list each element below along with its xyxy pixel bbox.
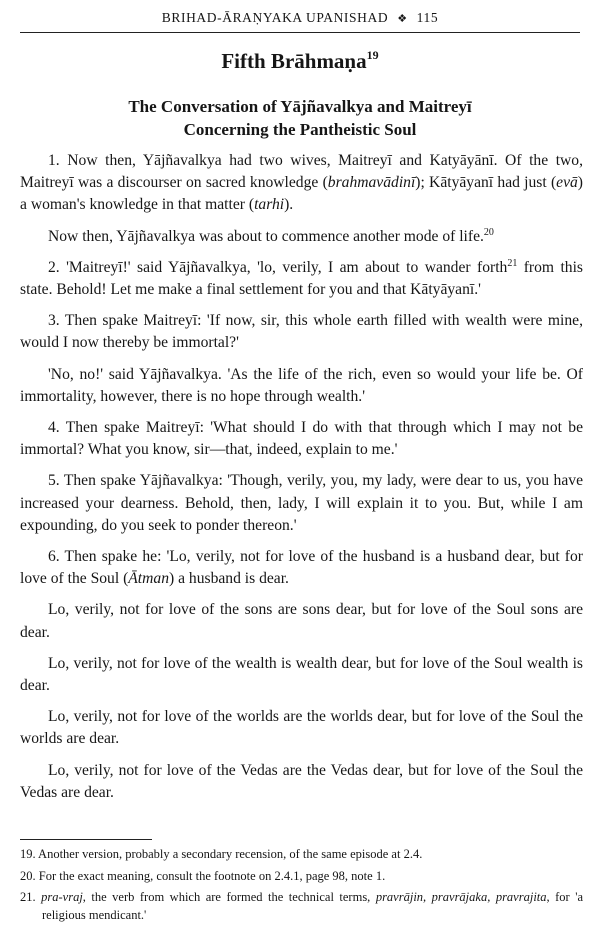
section-title xyxy=(40,95,560,141)
term-eva: evā xyxy=(556,174,578,192)
paragraph-5: 'No, no!' said Yājñavalkya. 'As the life of the rich, even so would your life be. Of immortality, however, there is no hope through wealth.' xyxy=(20,365,583,405)
term-brahmavadini: brahmavādinī xyxy=(327,174,416,192)
paragraph-11: Lo, verily, not for love of the worlds are the worlds dear, but for love of the Soul the worlds are dear. xyxy=(20,708,583,748)
term-atman: Ātman xyxy=(128,570,169,588)
running-head xyxy=(0,10,600,26)
paragraph-4: 3. Then spake Maitreyī: 'If now, sir, this whole earth filled with wealth were mine, would I now thereby be immortal?' xyxy=(20,312,583,352)
ornament-separator-icon: ❖ xyxy=(397,13,408,25)
footnote-19: 19. Another version, probably a secondary recension, of the same episode at 2.4. xyxy=(20,847,423,861)
paragraph-10: Lo, verily, not for love of the wealth is wealth dear, but for love of the Soul wealth is dear. xyxy=(20,654,583,695)
chapter-heading xyxy=(0,48,600,74)
section-title-line-2: Concerning the Pantheistic Soul xyxy=(183,120,417,139)
paragraph-9: Lo, verily, not for love of the sons are sons dear, but for love of the Soul sons are dear. xyxy=(20,601,583,641)
paragraph-3: 2. 'Maitreyī!' said Yājñavalkya, 'lo, verily, I am about to wander forth$^{21}$ from this state. Behold! Let me make a final settlement for you and that Kātyāyanī.' xyxy=(20,257,584,299)
footnote-ref-21[interactable]: 21 xyxy=(507,257,518,269)
footnotes xyxy=(20,846,583,928)
page-number: 115 xyxy=(416,10,439,25)
footnote-ref-19[interactable]: 19 xyxy=(366,48,379,62)
paragraph-7: 5. Then spake Yājñavalkya: 'Though, verily, you, my lady, were dear to us, you have increased your dearness. Behold, then, lady, I will explain it to you. But, while I am expounding, do you seek to ponder thereon.' xyxy=(20,472,583,534)
paragraph-6: 4. Then spake Maitreyī: 'What should I do with that through which I may not be immortal? What you know, sir—that, indeed, explain to me.' xyxy=(20,419,583,459)
paragraph-1: 1. Now then, Yājñavalkya had two wives, Maitreyī and Katyāyānī. Of the two, Maitreyī was a discourser on sacred knowledge (brahmavādinī); Kātyāyanī had just (evā) a woman's knowledge in that matter (tarhi). xyxy=(20,152,583,214)
term-tarhi: tarhi xyxy=(254,196,285,214)
paragraph-12: Lo, verily, not for love of the Vedas are the Vedas dear, but for love of the Soul the Vedas are dear. xyxy=(20,761,583,801)
header-rule xyxy=(20,32,580,33)
section-title-line-1: The Conversation of Yājñavalkya and Maitreyī xyxy=(128,97,472,116)
chapter-title: Fifth Brāhmaṇa xyxy=(221,49,367,73)
footnote-20: 20. For the exact meaning, consult the footnote on 2.4.1, page 98, note 1. xyxy=(20,868,386,883)
paragraph-8: 6. Then spake he: 'Lo, verily, not for love of the husband is a husband dear, but for love of the Soul (Ātman) a husband is dear. xyxy=(20,548,583,588)
paragraph-2: Now then, Yājñavalkya was about to commence another mode of life.$^{20}$ xyxy=(48,226,494,245)
footnote-ref-20[interactable]: 20 xyxy=(483,226,494,238)
body-text xyxy=(20,150,583,813)
footnote-21: 21. pra-vraj, the verb from which are formed the technical terms, pravrājin, pravrājaka, pravrajita, for 'a religious mendicant.' xyxy=(20,890,583,922)
footnote-rule xyxy=(20,839,152,840)
running-title: BRIHAD-ĀRAṆYAKA UPANISHAD xyxy=(161,10,389,25)
